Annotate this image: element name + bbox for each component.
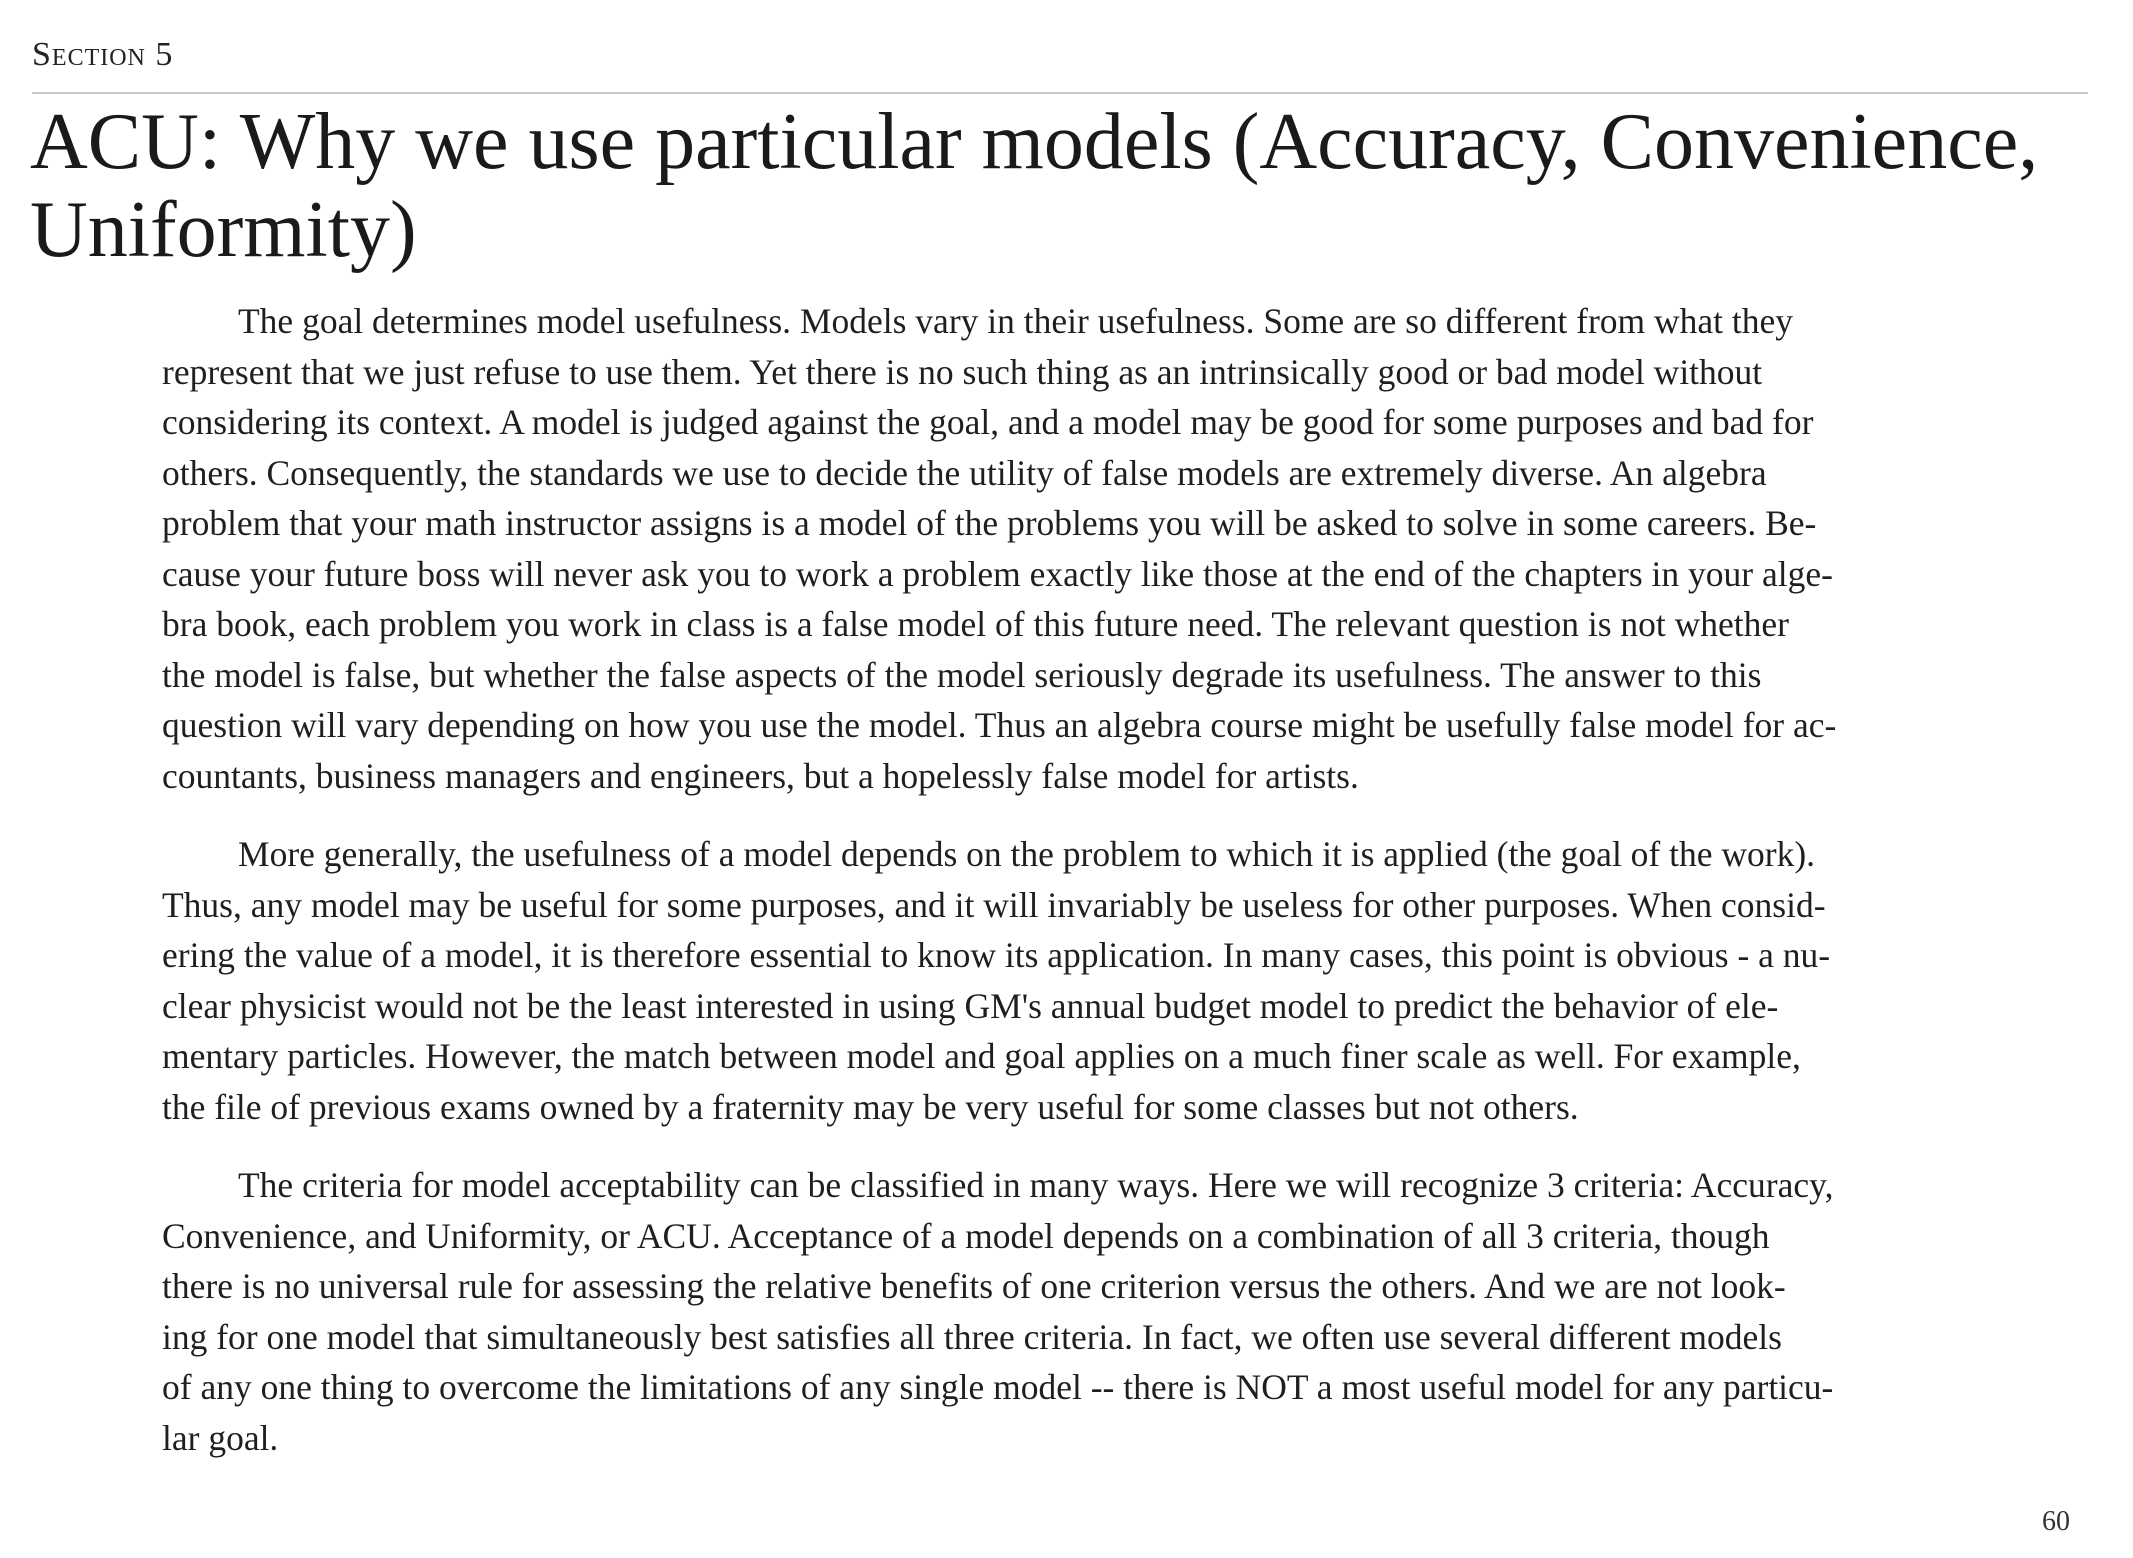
text-line: the file of previous exams owned by a fraternity may be very useful for some classes but not others. <box>162 1086 1579 1127</box>
text-line: lar goal. <box>162 1417 279 1458</box>
text-line: cause your future boss will never ask you to work a problem exactly like those at the end of the chapters in your alge- <box>162 553 1833 594</box>
text-line: problem that your math instructor assigns is a model of the problems you will be asked to solve in some careers. Be- <box>162 503 1817 543</box>
body-text <box>162 296 2002 1491</box>
text-line: bra book, each problem you work in class is a false model of this future need. The relevant question is not whether <box>162 604 1789 644</box>
text-line: there is no universal rule for assessing the relative benefits of one criterion versus the others. And we are not look- <box>162 1266 1786 1306</box>
header-divider <box>32 92 2088 94</box>
paragraph-2 <box>162 829 2002 1132</box>
text-line: of any one thing to overcome the limitations of any single model -- there is NOT a most useful model for any particu- <box>162 1367 1834 1407</box>
text-line: represent that we just refuse to use them. Yet there is no such thing as an intrinsically good or bad model without <box>162 351 1763 392</box>
text-line: countants, business managers and engineers, but a hopelessly false model for artists. <box>162 755 1359 796</box>
text-line: question will vary depending on how you use the model. Thus an algebra course might be usefully false model for ac- <box>162 705 1837 745</box>
text-line: Thus, any model may be useful for some purposes, and it will invariably be useless for other purposes. When consid- <box>162 884 1826 925</box>
text-line: considering its context. A model is judged against the goal, and a model may be good for some purposes and bad for <box>162 402 1814 442</box>
text-line: Convenience, and Uniformity, or ACU. Acceptance of a model depends on a combination of all 3 criteria, though <box>162 1215 1770 1256</box>
section-label: Section 5 <box>32 36 174 73</box>
text-line: mentary particles. However, the match between model and goal applies on a much finer scale as well. For example, <box>162 1036 1801 1076</box>
text-line: the model is false, but whether the false aspects of the model seriously degrade its usefulness. The answer to this <box>162 654 1762 695</box>
paragraph-3 <box>162 1160 2002 1463</box>
text-line: The criteria for model acceptability can be classified in many ways. Here we will recognize 3 criteria: Accuracy, <box>238 1165 1834 1205</box>
text-line: ing for one model that simultaneously best satisfies all three criteria. In fact, we often use several different models <box>162 1316 1782 1357</box>
paragraph-1 <box>162 296 2002 801</box>
text-line: clear physicist would not be the least interested in using GM's annual budget model to predict the behavior of ele- <box>162 985 1779 1026</box>
text-line: The goal determines model usefulness. Models vary in their usefulness. Some are so different from what they <box>238 301 1794 341</box>
text-line: ering the value of a model, it is therefore essential to know its application. In many cases, this point is obvious - a nu- <box>162 935 1831 975</box>
text-line: others. Consequently, the standards we use to decide the utility of false models are extremely diverse. An algebra <box>162 452 1767 493</box>
chapter-title: ACU: Why we use particular models (Accuracy, Convenience, Uniformity) <box>30 98 2039 274</box>
page-number: 60 <box>2042 1506 2070 1537</box>
text-line: More generally, the usefulness of a model depends on the problem to which it is applied (the goal of the work). <box>238 834 1816 874</box>
